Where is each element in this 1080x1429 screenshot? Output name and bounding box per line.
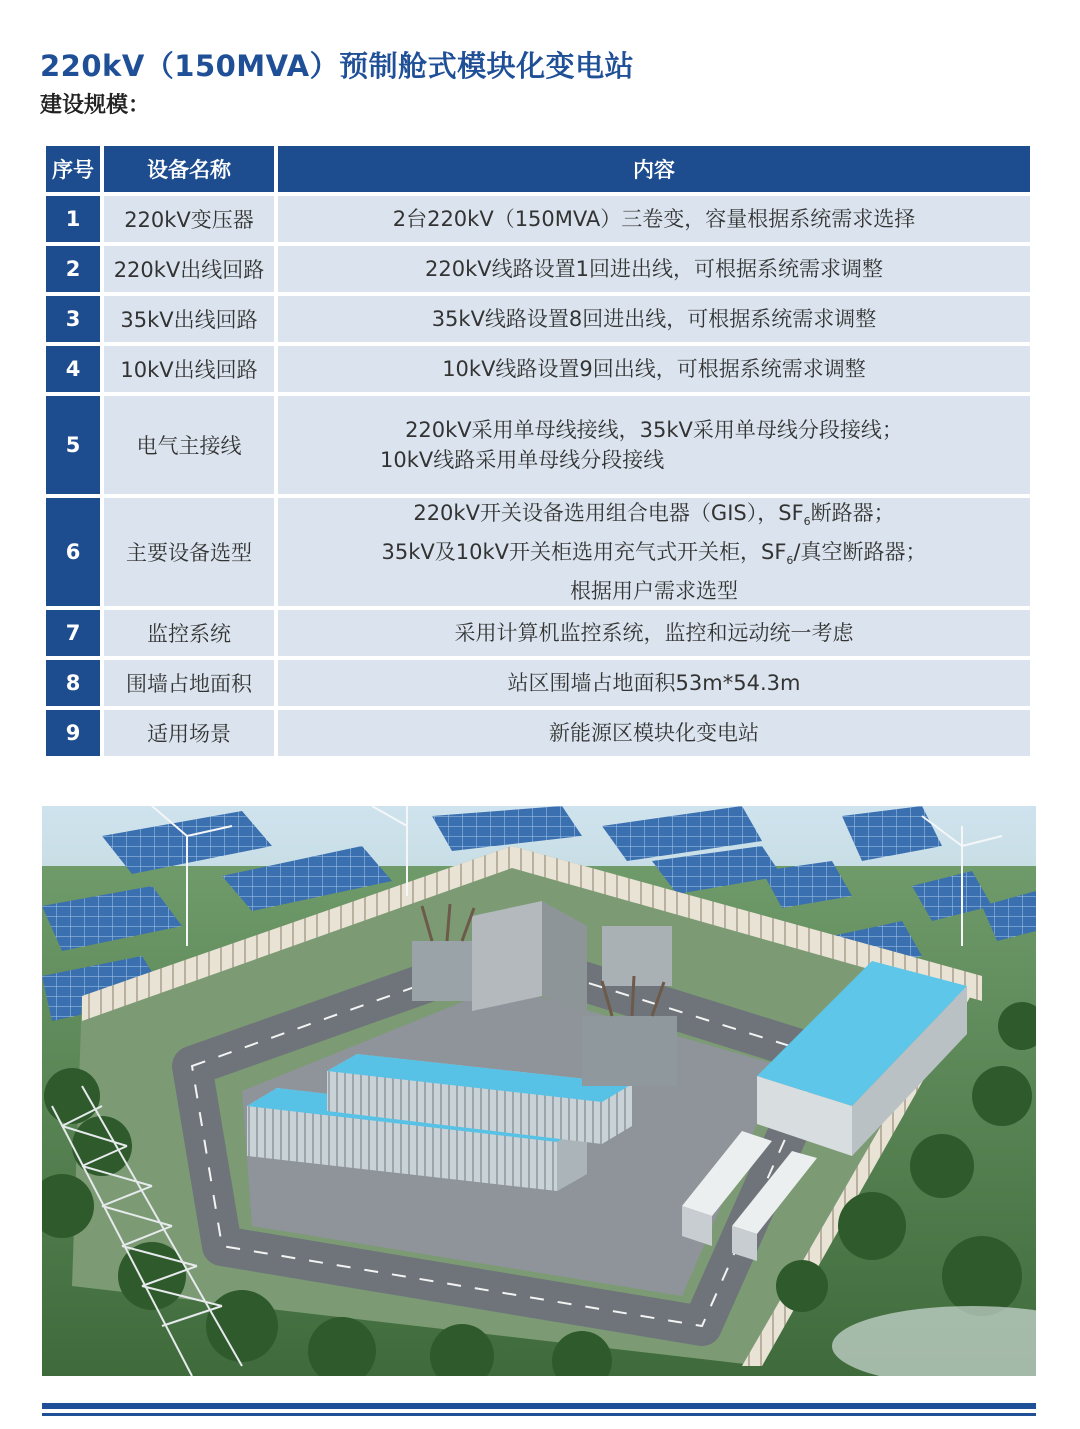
content-line <box>278 498 1030 537</box>
content-text: 35kV及10kV开关柜选用充气式开关柜，SF <box>381 540 787 565</box>
content-line: 220kV线路设置1回进出线，可根据系统需求调整 <box>425 257 883 281</box>
row-index: 7 <box>46 610 100 656</box>
content-line: 10kV线路设置9回出线，可根据系统需求调整 <box>442 357 866 381</box>
section-subtitle: 建设规模： <box>40 93 151 118</box>
header-index: 序号 <box>46 146 100 192</box>
table-row <box>46 346 1030 392</box>
row-equipment-name: 监控系统 <box>104 610 274 656</box>
row-content <box>278 396 1030 494</box>
row-index: 3 <box>46 296 100 342</box>
row-content <box>278 610 1030 656</box>
table-row <box>46 610 1030 656</box>
row-equipment-name: 35kV出线回路 <box>104 296 274 342</box>
row-content <box>278 246 1030 292</box>
content-line: 10kV线路采用单母线分段接线 <box>380 448 665 472</box>
row-equipment-name: 电气主接线 <box>104 396 274 494</box>
subscript-6: 6 <box>803 515 811 529</box>
content-line: 220kV采用单母线接线，35kV采用单母线分段接线； <box>405 418 903 442</box>
subscript-6: 6 <box>786 554 794 568</box>
content-line: 新能源区模块化变电站 <box>549 721 759 746</box>
table-row <box>46 660 1030 706</box>
row-equipment-name: 220kV变压器 <box>104 196 274 242</box>
row-equipment-name: 主要设备选型 <box>104 498 274 606</box>
row-index: 5 <box>46 396 100 494</box>
row-content <box>278 710 1030 756</box>
content-line: 35kV线路设置8回进出线，可根据系统需求调整 <box>431 307 877 331</box>
header-content: 内容 <box>278 146 1030 192</box>
row-equipment-name: 围墙占地面积 <box>104 660 274 706</box>
row-content <box>278 660 1030 706</box>
table-row <box>46 710 1030 756</box>
table-row <box>46 498 1030 606</box>
content-line: 根据用户需求选型 <box>570 579 738 604</box>
header-equipment-name: 设备名称 <box>104 146 274 192</box>
substation-illustration <box>42 806 1036 1376</box>
content-text: /真空断路器； <box>793 540 927 565</box>
content-line: 2台220kV（150MVA）三卷变，容量根据系统需求选择 <box>392 207 916 231</box>
spec-table <box>42 142 1034 760</box>
row-content <box>278 296 1030 342</box>
table-row <box>46 246 1030 292</box>
row-equipment-name: 220kV出线回路 <box>104 246 274 292</box>
content-line: 采用计算机监控系统，监控和远动统一考虑 <box>454 621 854 646</box>
row-index: 4 <box>46 346 100 392</box>
row-equipment-name: 10kV出线回路 <box>104 346 274 392</box>
row-index: 2 <box>46 246 100 292</box>
table-row <box>46 196 1030 242</box>
footer-rule <box>42 1413 1036 1416</box>
row-content <box>278 346 1030 392</box>
substation-rendering <box>42 806 1036 1376</box>
table-row <box>46 396 1030 494</box>
row-index: 6 <box>46 498 100 606</box>
content-line: 站区围墙占地面积53m*54.3m <box>507 671 801 696</box>
row-content <box>278 196 1030 242</box>
row-index: 8 <box>46 660 100 706</box>
table-row <box>46 296 1030 342</box>
content-line <box>278 537 1030 576</box>
row-content <box>278 498 1030 606</box>
content-text: 断路器； <box>810 501 895 525</box>
page-title: 220kV（150MVA）预制舱式模块化变电站 <box>40 49 635 83</box>
row-index: 1 <box>46 196 100 242</box>
row-index: 9 <box>46 710 100 756</box>
row-equipment-name: 适用场景 <box>104 710 274 756</box>
footer-rule <box>42 1403 1036 1409</box>
content-text: 220kV开关设备选用组合电器（GIS），SF <box>413 501 804 525</box>
